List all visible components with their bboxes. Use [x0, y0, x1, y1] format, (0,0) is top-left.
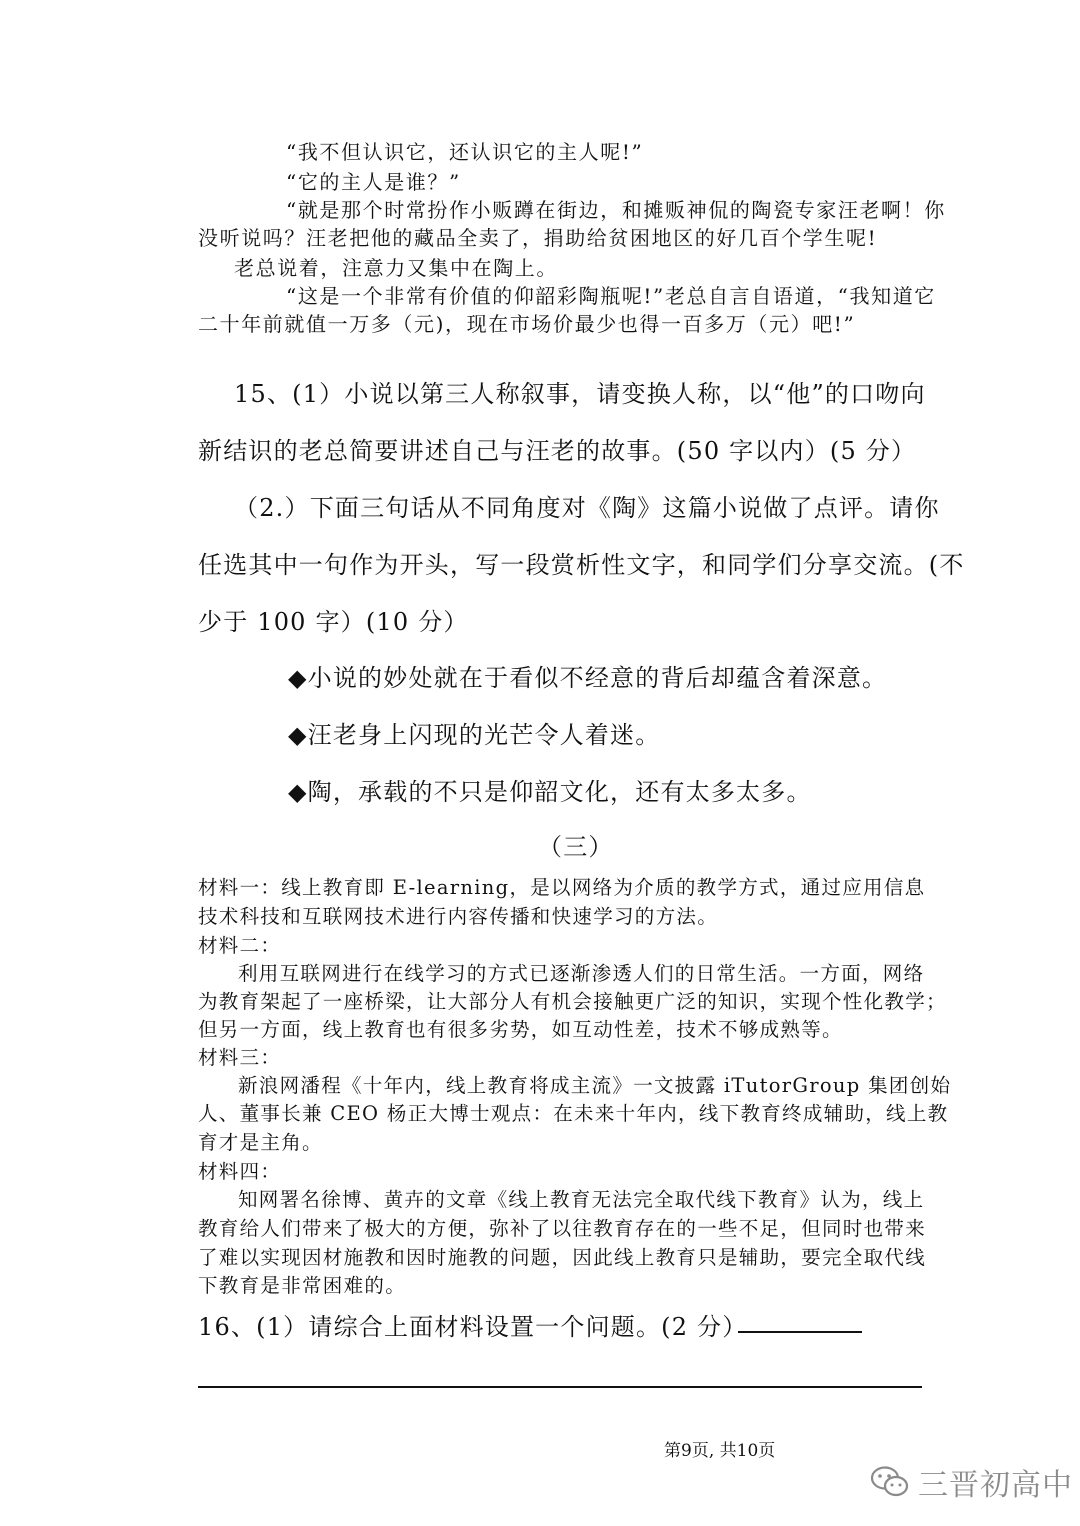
story-line: “它的主人是谁？” — [286, 170, 461, 194]
q15-bullet: ◆小说的妙处就在于看似不经意的背后却蕴含着深意。 — [288, 664, 888, 692]
material-line: 为教育架起了一座桥梁，让大部分人有机会接触更广泛的知识，实现个性化教学； — [198, 990, 947, 1013]
q15-part1-line: 15、(1）小说以第三人称叙事，请变换人称，以“他”的口吻向 — [234, 380, 926, 408]
story-line: “我不但认识它，还认识它的主人呢!” — [286, 140, 644, 164]
section-heading: （三） — [538, 833, 614, 861]
material-line: 但另一方面，线上教育也有很多劣势，如互动性差，技术不够成熟等。 — [198, 1018, 843, 1041]
material-line: 利用互联网进行在线学习的方式已逐渐渗透人们的日常生活。一方面，网络 — [238, 962, 925, 985]
q15-part1-line: 新结识的老总简要讲述自己与汪老的故事。(50 字以内）(5 分） — [198, 437, 917, 465]
watermark-text: 三晋初高中 — [918, 1468, 1073, 1503]
material-line: 育才是主角。 — [198, 1131, 323, 1154]
q16-question: 16、(1）请综合上面材料设置一个问题。(2 分） — [198, 1313, 748, 1341]
story-line: 老总说着，注意力又集中在陶上。 — [234, 256, 558, 280]
story-line: 没听说吗？汪老把他的藏品全卖了，捐助给贫困地区的好几百个学生呢! — [198, 226, 878, 250]
answer-blank-line[interactable] — [198, 1386, 922, 1388]
material-line: 新浪网潘程《十年内，线上教育将成主流》一文披露 iTutorGroup 集团创始 — [238, 1074, 952, 1097]
q15-part2-line: （2.）下面三句话从不同角度对《陶》这篇小说做了点评。请你 — [234, 494, 940, 522]
wechat-icon — [870, 1465, 910, 1499]
material-line: 技术科技和互联网技术进行内容传播和快速学习的方法。 — [198, 905, 719, 928]
material-line: 了难以实现因材施教和因时施教的问题，因此线上教育只是辅助，要完全取代线 — [198, 1246, 927, 1269]
watermark — [870, 1460, 1073, 1504]
material-label: 材料三： — [198, 1046, 282, 1069]
material-line: 知网署名徐博、黄卉的文章《线上教育无法完全取代线下教育》认为，线上 — [238, 1188, 925, 1211]
answer-blank-short[interactable] — [738, 1331, 862, 1333]
q15-part2-line: 任选其中一句作为开头，写一段赏析性文字，和同学们分享交流。(不 — [198, 551, 965, 579]
q15-bullet: ◆陶，承载的不只是仰韶文化，还有太多太多。 — [288, 778, 812, 806]
story-line: 二十年前就值一万多（元)，现在市场价最少也得一百多万（元）吧!” — [198, 312, 856, 336]
material-line: 下教育是非常困难的。 — [198, 1274, 407, 1297]
story-line: “这是一个非常有价值的仰韶彩陶瓶呢!”老总自言自语道，“我知道它 — [286, 284, 936, 308]
q15-bullet: ◆汪老身上闪现的光芒令人着迷。 — [288, 721, 661, 749]
material-label: 材料二： — [198, 934, 282, 957]
q15-part2-line: 少于 100 字）(10 分） — [198, 608, 469, 636]
material-label: 材料四： — [198, 1160, 282, 1183]
material-line: 材料一：线上教育即 E-learning，是以网络为介质的教学方式，通过应用信息 — [198, 876, 926, 899]
page-number: 第9页, 共10页 — [664, 1441, 776, 1461]
material-line: 人、董事长兼 CEO 杨正大博士观点：在未来十年内，线下教育终成辅助，线上教 — [198, 1102, 949, 1125]
material-line: 教育给人们带来了极大的方便，弥补了以往教育存在的一些不足，但同时也带来 — [198, 1217, 927, 1240]
story-line: “就是那个时常扮作小贩蹲在街边，和摊贩神侃的陶瓷专家汪老啊！你 — [286, 198, 946, 222]
